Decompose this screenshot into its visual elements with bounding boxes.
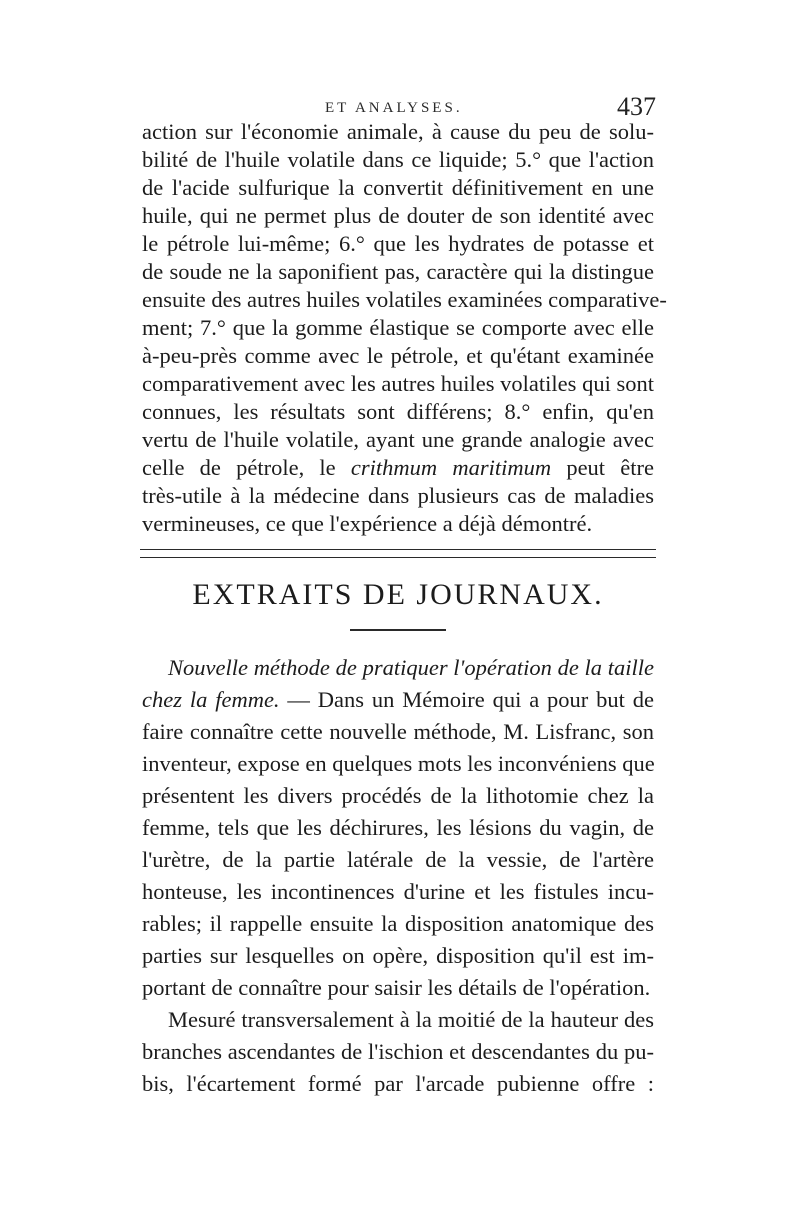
- text-line: branches ascendantes de l'ischion et descendantes du pu-: [142, 1039, 654, 1064]
- article-title-end: chez la femme.: [142, 687, 280, 712]
- text-line: à-peu-près comme avec le pétrole, et qu'étant examinée: [142, 343, 654, 368]
- section-heading: EXTRAITS DE JOURNAUX.: [192, 578, 604, 611]
- text-line: de l'acide sulfurique la convertit définitivement en une: [142, 175, 654, 200]
- text-line: rables; il rappelle ensuite la disposition anatomique des: [142, 911, 654, 936]
- text-line: faire connaître cette nouvelle méthode, M. Lisfranc, son: [142, 719, 654, 744]
- short-rule-divider: [350, 629, 446, 631]
- text-line: inventeur, expose en quelques mots les inconvéniens que: [142, 751, 655, 776]
- text-line: connues, les résultats sont différens; 8.° enfin, qu'en: [142, 399, 654, 424]
- text-line: l'urètre, de la partie latérale de la vessie, de l'artère: [142, 847, 654, 872]
- text-line: le pétrole lui-même; 6.° que les hydrates de potasse et: [142, 231, 654, 256]
- text-line: très-utile à la médecine dans plusieurs cas de maladies: [142, 483, 654, 508]
- text-line: honteuse, les incontinences d'urine et les fistules incu-: [142, 879, 654, 904]
- text-line: bis, l'écartement formé par l'arcade pubienne offre :: [142, 1071, 654, 1096]
- text-segment: — Dans un Mémoire qui a pour but de: [279, 687, 655, 712]
- text-line: comparativement avec les autres huiles volatiles qui sont: [142, 371, 654, 396]
- text-segment: peut être: [551, 455, 654, 480]
- text-line: vertu de l'huile volatile, ayant une grande analogie avec: [142, 427, 654, 452]
- text-line: présentent les divers procédés de la lithotomie chez la: [142, 783, 654, 808]
- paragraph-continued: [142, 118, 667, 538]
- page-number: 437: [617, 92, 656, 121]
- text-line: ment; 7.° que la gomme élastique se comporte avec elle: [142, 315, 654, 340]
- text-line: Mesuré transversalement à la moitié de la hauteur des: [168, 1007, 654, 1032]
- text-line: action sur l'économie animale, à cause du peu de solu-: [142, 119, 654, 144]
- text-line-mixed: [142, 684, 654, 716]
- text-line: femme, tels que les déchirures, les lésions du vagin, de: [142, 815, 654, 840]
- text-line: bilité de l'huile volatile dans ce liquide; 5.° que l'action: [142, 147, 654, 172]
- text-line: portant de connaître pour saisir les détails de l'opération.: [142, 975, 651, 1000]
- text-line: ensuite des autres huiles volatiles examinées comparative-: [142, 287, 667, 312]
- text-line-mixed: [142, 454, 654, 482]
- text-line: huile, qui ne permet plus de douter de son identité avec: [142, 203, 654, 228]
- text-line: parties sur lesquelles on opère, disposition qu'il est im-: [142, 943, 654, 968]
- article: [142, 652, 654, 1100]
- text-line: de soude ne la saponifient pas, caractère qui la distingue: [142, 259, 654, 284]
- double-rule-divider: [140, 549, 656, 558]
- text-segment: celle de pétrole, le: [142, 455, 351, 480]
- running-title: ET ANALYSES.: [325, 100, 463, 116]
- article-title: Nouvelle méthode de pratiquer l'opération de la taille: [168, 655, 654, 680]
- text-line: vermineuses, ce que l'expérience a déjà démontré.: [142, 511, 593, 536]
- italic-term: crithmum maritimum: [350, 455, 552, 480]
